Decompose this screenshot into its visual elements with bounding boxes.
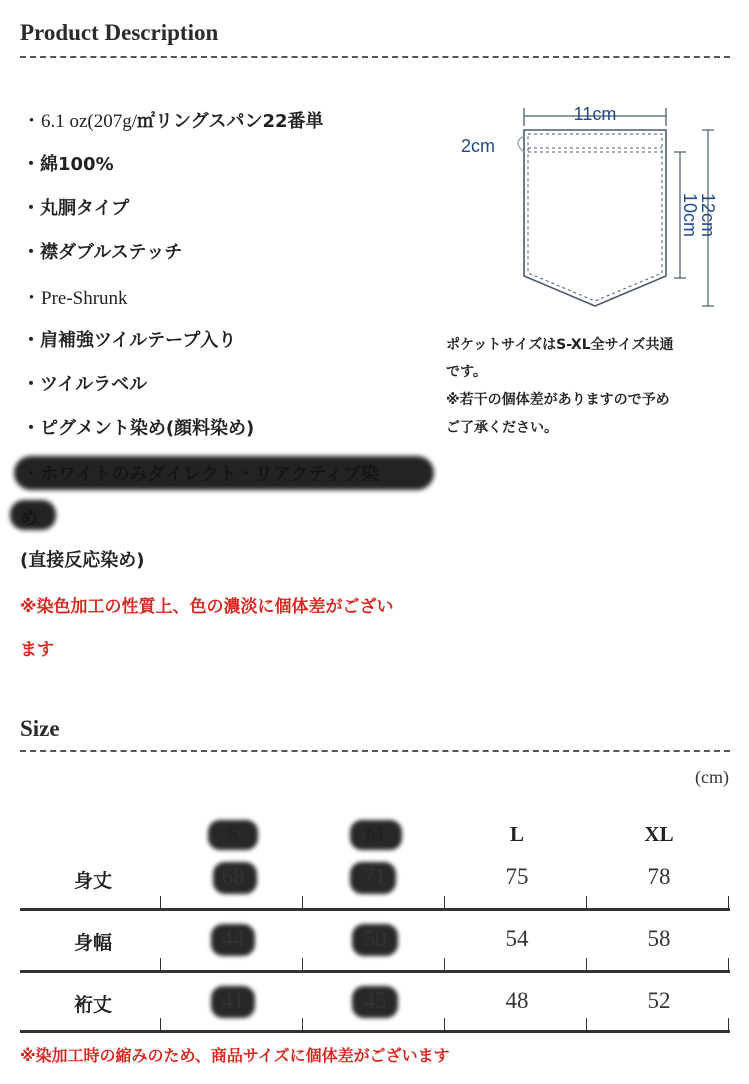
feature-pigment-dye: ・ピグメント染め(顔料染め) xyxy=(22,418,255,439)
pocket-note-line: です。 xyxy=(446,364,487,380)
redaction-scribble xyxy=(10,500,56,530)
pocket-inner-label: 10cm xyxy=(680,192,700,238)
column-tick xyxy=(728,1018,729,1030)
feature-fabric-unit: ㎡ xyxy=(137,111,156,132)
product-description-title: Product Description xyxy=(20,20,219,45)
color-warning-cont: ます xyxy=(20,640,54,660)
column-tick xyxy=(728,958,729,970)
size-col-l: L xyxy=(509,822,524,846)
size-col-s: S xyxy=(227,822,239,846)
size-cell: 71 xyxy=(363,864,387,889)
size-cell: 68 xyxy=(221,864,245,889)
size-title: Size xyxy=(20,716,60,741)
size-footnote: ※染加工時の縮みのため、商品サイズに個体差がございます xyxy=(20,1046,450,1065)
column-tick xyxy=(302,896,303,908)
feature-cotton: ・綿100% xyxy=(22,154,114,175)
feature-tubular: ・丸胴タイプ xyxy=(22,198,130,219)
size-cell: 54 xyxy=(505,926,529,951)
size-cell: 44 xyxy=(221,926,245,951)
feature-double-stitch: ・襟ダブルステッチ xyxy=(22,242,183,263)
feature-preshrunk: ・Pre-Shrunk xyxy=(22,288,128,309)
pocket-note-line: ※若干の個体差がありますので予め xyxy=(446,392,670,408)
size-cell: 45 xyxy=(363,988,387,1013)
column-tick xyxy=(160,896,161,908)
size-row-label: 身丈 xyxy=(73,870,112,892)
column-tick xyxy=(586,1018,587,1030)
pocket-diagram xyxy=(440,96,730,326)
column-tick xyxy=(444,958,445,970)
feature-fabric-suffix: リングスパン22番単 xyxy=(155,111,324,132)
row-divider xyxy=(20,1030,730,1033)
column-tick xyxy=(586,896,587,908)
feature-twill-label: ・ツイルラベル xyxy=(22,374,148,395)
size-cell: 48 xyxy=(505,988,529,1013)
feature-shoulder-tape: ・肩補強ツイルテープ入り xyxy=(22,330,237,351)
color-warning: ※染色加工の性質上、色の濃淡に個体差がござい xyxy=(20,597,394,617)
size-cell: 78 xyxy=(647,864,671,889)
size-row-label: 身幅 xyxy=(73,932,112,954)
redaction-scribble xyxy=(14,456,434,490)
pocket-width-label: 11cm xyxy=(573,104,617,124)
pocket-note-line: ご了承ください。 xyxy=(446,420,558,436)
size-cell: 52 xyxy=(647,988,671,1013)
feature-fabric-prefix: ・6.1 oz(207g/ xyxy=(22,111,138,132)
column-tick xyxy=(444,1018,445,1030)
column-tick xyxy=(586,958,587,970)
size-cell: 75 xyxy=(505,864,529,889)
row-divider xyxy=(20,908,730,911)
size-cell: 58 xyxy=(647,926,671,951)
size-unit: (cm) xyxy=(695,767,729,787)
feature-fabric xyxy=(22,106,324,133)
dye-note: (直接反応染め) xyxy=(20,550,145,571)
title-divider xyxy=(20,56,730,58)
column-tick xyxy=(444,896,445,908)
row-divider xyxy=(20,970,730,973)
size-cell: 41 xyxy=(221,988,245,1013)
column-tick xyxy=(302,958,303,970)
size-col-m: M xyxy=(365,822,385,846)
pocket-outer-label: 12cm xyxy=(698,192,718,238)
size-col-xl: XL xyxy=(644,822,674,846)
pocket-note-line: ポケットサイズはS-XL全サイズ共通 xyxy=(446,337,674,353)
size-row-label: 裄丈 xyxy=(73,994,112,1016)
size-divider xyxy=(20,750,730,752)
size-cell: 50 xyxy=(363,926,387,951)
column-tick xyxy=(160,958,161,970)
column-tick xyxy=(728,896,729,908)
column-tick xyxy=(160,1018,161,1030)
pocket-top-label: 2cm xyxy=(460,136,496,156)
column-tick xyxy=(302,1018,303,1030)
